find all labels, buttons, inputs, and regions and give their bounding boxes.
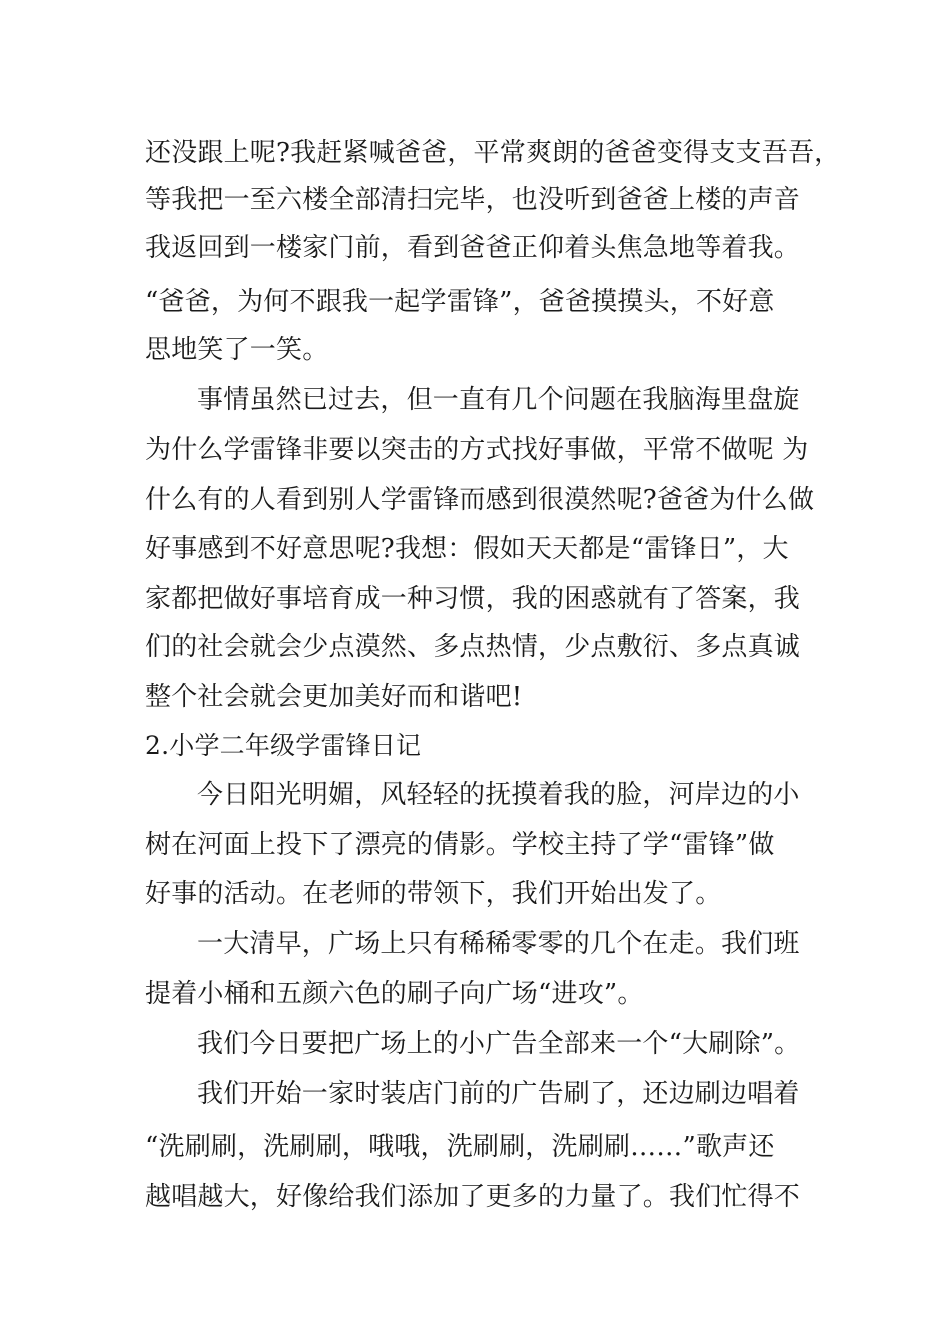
text-line: “洗刷刷，洗刷刷，哦哦，洗刷刷，洗刷刷……”歌声还 <box>145 1132 775 1162</box>
paragraph-first-line: 我们开始一家时装店门前的广告刷了，还边刷边唱着 <box>197 1079 800 1109</box>
paragraph-first-line: 今日阳光明媚，风轻轻的抚摸着我的脸，河岸边的小 <box>197 780 800 810</box>
text-line: 什么有的人看到别人学雷锋而感到很漠然呢?爸爸为什么做 <box>145 485 815 515</box>
text-line: 还没跟上呢?我赶紧喊爸爸，平常爽朗的爸爸变得支支吾吾， <box>145 138 841 168</box>
text-line: 树在河面上投下了漂亮的倩影。学校主持了学“雷锋”做 <box>145 830 775 860</box>
text-line: 越唱越大，好像给我们添加了更多的力量了。我们忙得不 <box>145 1182 801 1212</box>
text-line: “爸爸，为何不跟我一起学雷锋”，爸爸摸摸头，不好意 <box>145 287 775 317</box>
text-line: 提着小桶和五颜六色的刷子向广场“进攻”。 <box>145 979 644 1009</box>
text-line: 思地笑了一笑。 <box>145 335 329 365</box>
text-line: 们的社会就会少点漠然、多点热情，少点敷衍、多点真诚 <box>145 632 801 662</box>
text-line: 整个社会就会更加美好而和谐吧! <box>145 682 523 712</box>
section-heading: 2.小学二年级学雷锋日记 <box>145 731 422 760</box>
text-line: 好事感到不好意思呢?我想：假如天天都是“雷锋日”，大 <box>145 534 789 564</box>
paragraph-first-line: 事情虽然已过去，但一直有几个问题在我脑海里盘旋 <box>197 385 800 415</box>
text-line: 家都把做好事培育成一种习惯，我的困惑就有了答案，我 <box>145 584 801 614</box>
text-line: 等我把一至六楼全部清扫完毕，也没听到爸爸上楼的声音 <box>145 185 801 215</box>
paragraph-first-line: 一大清早，广场上只有稀稀零零的几个在走。我们班 <box>197 929 800 959</box>
paragraph-first-line: 我们今日要把广场上的小广告全部来一个“大刷除”。 <box>197 1029 801 1059</box>
text-line: 好事的活动。在老师的带领下，我们开始出发了。 <box>145 879 722 909</box>
text-line: 为什么学雷锋非要以突击的方式找好事做，平常不做呢 为 <box>145 435 809 465</box>
text-line: 我返回到一楼家门前，看到爸爸正仰着头焦急地等着我。 <box>145 233 801 263</box>
